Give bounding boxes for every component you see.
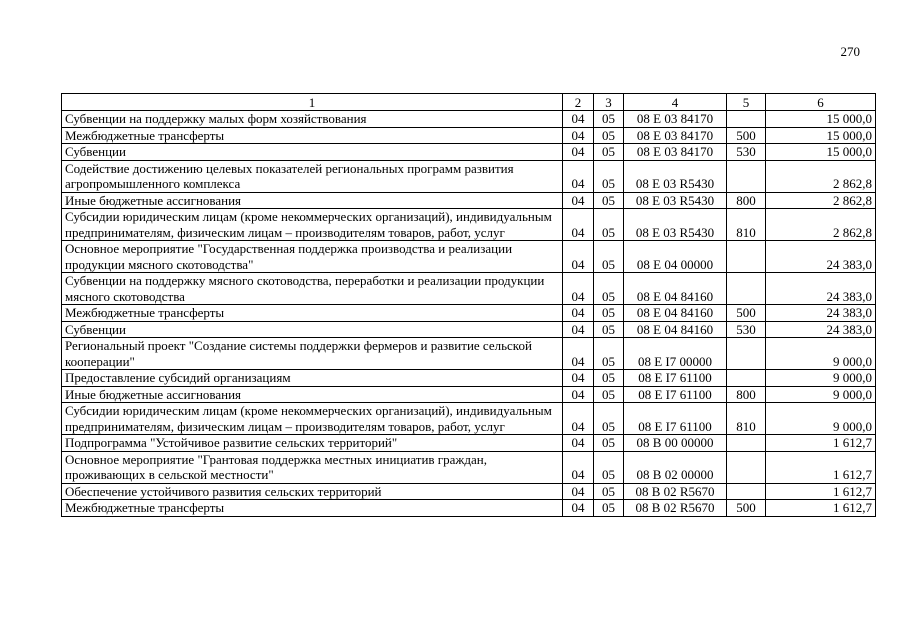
row-section: 04 [563,160,594,192]
row-name: Подпрограмма "Устойчивое развитие сельских территорий" [62,435,563,452]
row-expense-type [727,370,766,387]
row-subsection: 05 [594,338,624,370]
row-amount: 24 383,0 [766,273,876,305]
row-section: 04 [563,403,594,435]
row-amount: 24 383,0 [766,321,876,338]
table-row [62,338,876,370]
page-number: 270 [840,44,860,59]
row-section: 04 [563,209,594,241]
header-col-name: 1 [62,94,563,111]
row-name: Межбюджетные трансферты [62,127,563,144]
row-target-article: 08 Е 03 R5430 [624,192,727,209]
row-section: 04 [563,192,594,209]
row-name: Межбюджетные трансферты [62,500,563,517]
row-amount: 15 000,0 [766,111,876,128]
row-section: 04 [563,370,594,387]
table-row [62,305,876,322]
row-name: Основное мероприятие "Государственная поддержка производства и реализации продукции мясного скотоводства" [62,241,563,273]
table-row [62,435,876,452]
row-subsection: 05 [594,483,624,500]
row-section: 04 [563,127,594,144]
row-expense-type: 800 [727,192,766,209]
row-subsection: 05 [594,500,624,517]
row-expense-type [727,451,766,483]
header-col-target-article: 4 [624,94,727,111]
row-name: Субсидии юридическим лицам (кроме некоммерческих организаций), индивидуальным предпринимателям, физическим лицам – производителям товаров, работ, услуг [62,403,563,435]
row-name: Обеспечение устойчивого развития сельских территорий [62,483,563,500]
row-section: 04 [563,338,594,370]
row-name: Субвенции [62,144,563,161]
row-subsection: 05 [594,144,624,161]
table-row [62,403,876,435]
table-row [62,321,876,338]
table-row [62,209,876,241]
row-name: Основное мероприятие "Грантовая поддержка местных инициатив граждан, проживающих в сельской местности" [62,451,563,483]
row-section: 04 [563,321,594,338]
row-target-article: 08 В 00 00000 [624,435,727,452]
row-section: 04 [563,483,594,500]
row-target-article: 08 В 02 00000 [624,451,727,483]
row-expense-type [727,338,766,370]
row-target-article: 08 Е 03 84170 [624,111,727,128]
row-amount: 2 862,8 [766,160,876,192]
table-row [62,111,876,128]
row-name: Содействие достижению целевых показателей региональных программ развития агропромышленного комплекса [62,160,563,192]
row-subsection: 05 [594,321,624,338]
row-section: 04 [563,273,594,305]
row-expense-type: 500 [727,500,766,517]
row-section: 04 [563,144,594,161]
row-name: Иные бюджетные ассигнования [62,386,563,403]
row-target-article: 08 Е I7 61100 [624,386,727,403]
row-amount: 9 000,0 [766,386,876,403]
row-name: Региональный проект "Создание системы поддержки фермеров и развитие сельской кооперации" [62,338,563,370]
table-header-row [62,94,876,111]
row-target-article: 08 Е I7 00000 [624,338,727,370]
table-row [62,370,876,387]
row-amount: 2 862,8 [766,192,876,209]
row-subsection: 05 [594,273,624,305]
header-col-section: 2 [563,94,594,111]
row-expense-type: 810 [727,209,766,241]
row-amount: 1 612,7 [766,500,876,517]
row-name: Иные бюджетные ассигнования [62,192,563,209]
row-section: 04 [563,111,594,128]
row-name: Субвенции [62,321,563,338]
row-subsection: 05 [594,209,624,241]
row-amount: 24 383,0 [766,305,876,322]
table-row [62,144,876,161]
row-amount: 15 000,0 [766,127,876,144]
row-subsection: 05 [594,451,624,483]
row-amount: 1 612,7 [766,483,876,500]
row-amount: 24 383,0 [766,241,876,273]
row-amount: 9 000,0 [766,338,876,370]
row-section: 04 [563,500,594,517]
row-target-article: 08 Е 03 R5430 [624,209,727,241]
row-subsection: 05 [594,192,624,209]
row-expense-type [727,160,766,192]
row-subsection: 05 [594,386,624,403]
row-amount: 15 000,0 [766,144,876,161]
row-expense-type: 800 [727,386,766,403]
row-expense-type: 500 [727,127,766,144]
row-expense-type [727,435,766,452]
row-expense-type: 500 [727,305,766,322]
row-section: 04 [563,305,594,322]
table-row [62,127,876,144]
row-target-article: 08 Е 04 00000 [624,241,727,273]
row-name: Субвенции на поддержку мясного скотоводства, переработки и реализации продукции мясного скотоводства [62,273,563,305]
row-target-article: 08 Е 04 84160 [624,305,727,322]
table-row [62,483,876,500]
row-expense-type: 530 [727,321,766,338]
row-target-article: 08 В 02 R5670 [624,483,727,500]
row-subsection: 05 [594,127,624,144]
row-section: 04 [563,386,594,403]
row-target-article: 08 Е I7 61100 [624,403,727,435]
row-section: 04 [563,241,594,273]
row-section: 04 [563,435,594,452]
row-target-article: 08 Е I7 61100 [624,370,727,387]
row-subsection: 05 [594,160,624,192]
row-expense-type [727,111,766,128]
row-amount: 9 000,0 [766,403,876,435]
row-target-article: 08 Е 03 84170 [624,127,727,144]
row-expense-type [727,273,766,305]
row-name: Межбюджетные трансферты [62,305,563,322]
table-row [62,273,876,305]
row-expense-type: 530 [727,144,766,161]
row-expense-type [727,483,766,500]
table-row [62,241,876,273]
row-amount: 2 862,8 [766,209,876,241]
row-name: Субвенции на поддержку малых форм хозяйствования [62,111,563,128]
table-row [62,386,876,403]
row-name: Субсидии юридическим лицам (кроме некоммерческих организаций), индивидуальным предпринимателям, физическим лицам – производителям товаров, работ, услуг [62,209,563,241]
row-subsection: 05 [594,370,624,387]
row-subsection: 05 [594,111,624,128]
table-row [62,500,876,517]
row-name: Предоставление субсидий организациям [62,370,563,387]
row-expense-type [727,241,766,273]
table-row [62,192,876,209]
table-row [62,160,876,192]
row-amount: 1 612,7 [766,435,876,452]
table-row [62,451,876,483]
header-col-expense-type: 5 [727,94,766,111]
row-target-article: 08 Е 03 84170 [624,144,727,161]
row-subsection: 05 [594,305,624,322]
row-section: 04 [563,451,594,483]
table-body [62,111,876,517]
row-amount: 9 000,0 [766,370,876,387]
row-target-article: 08 Е 03 R5430 [624,160,727,192]
header-col-subsection: 3 [594,94,624,111]
row-amount: 1 612,7 [766,451,876,483]
row-target-article: 08 В 02 R5670 [624,500,727,517]
row-subsection: 05 [594,435,624,452]
row-target-article: 08 Е 04 84160 [624,321,727,338]
budget-table [61,93,876,517]
row-target-article: 08 Е 04 84160 [624,273,727,305]
row-subsection: 05 [594,241,624,273]
row-expense-type: 810 [727,403,766,435]
header-col-amount: 6 [766,94,876,111]
row-subsection: 05 [594,403,624,435]
